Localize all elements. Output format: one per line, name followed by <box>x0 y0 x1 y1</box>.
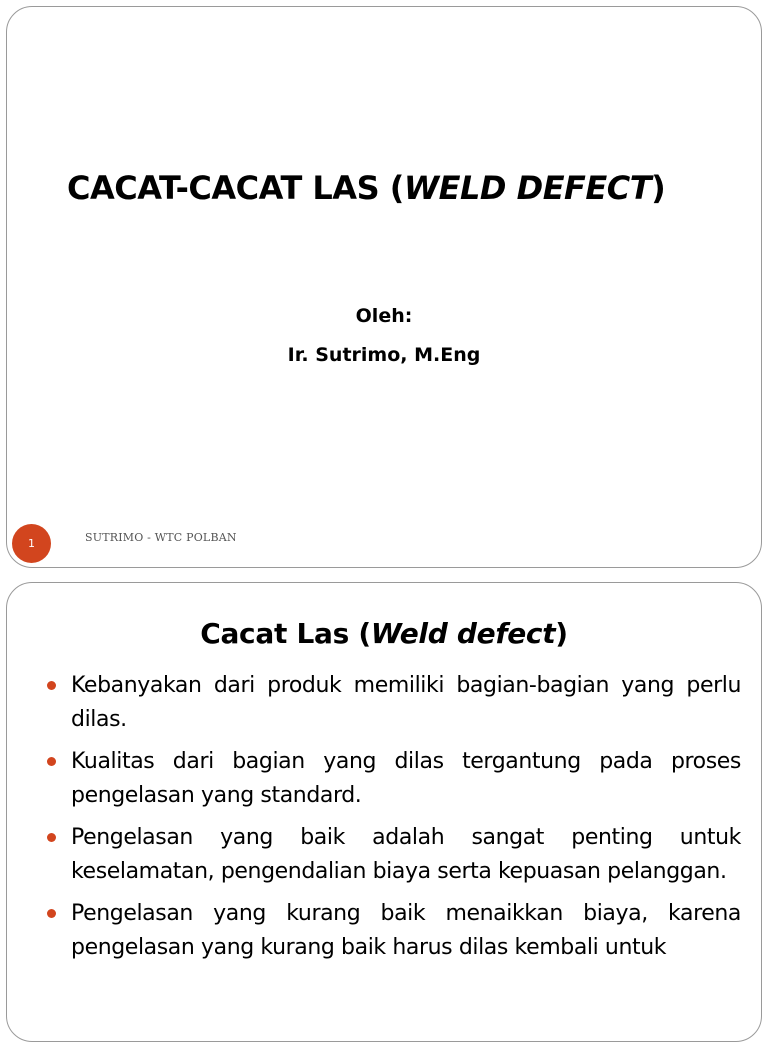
slide-number-badge: 1 <box>12 524 51 563</box>
bullet-dot-icon <box>47 681 56 690</box>
bullet-dot-icon <box>47 833 56 842</box>
bullet-dot-icon <box>47 909 56 918</box>
bullet-text: Pengelasan yang baik adalah sangat penting untuk keselamatan, pengendalian biaya serta kepuasan pelanggan. <box>71 825 741 884</box>
bullet-dot-icon <box>47 757 56 766</box>
bullet-item <box>45 669 741 737</box>
bullet-text: Kualitas dari bagian yang dilas tergantung pada proses pengelasan yang standard. <box>71 749 741 808</box>
slide-title <box>67 169 665 207</box>
title-prefix: Cacat Las ( <box>200 617 371 650</box>
bullet-text: Pengelasan yang kurang baik menaikkan biaya, karena pengelasan yang kurang baik harus dilas kembali untuk <box>71 901 741 960</box>
author-name: Ir. Sutrimo, M.Eng <box>287 344 481 366</box>
slide-2 <box>6 582 762 1042</box>
bullet-list <box>45 669 741 973</box>
title-suffix: ) <box>555 617 568 650</box>
slide-footer: SUTRIMO - WTC POLBAN <box>85 531 237 544</box>
bullet-item <box>45 745 741 813</box>
title-italic: WELD DEFECT <box>403 169 652 207</box>
bullet-item <box>45 821 741 889</box>
title-prefix: CACAT-CACAT LAS ( <box>67 169 404 207</box>
bullet-text: Kebanyakan dari produk memiliki bagian-bagian yang perlu dilas. <box>71 673 741 732</box>
author-label: Oleh: <box>355 305 413 327</box>
title-suffix: ) <box>651 169 666 207</box>
title-italic: Weld defect <box>370 617 556 650</box>
slide-1 <box>6 6 762 568</box>
slide-title <box>7 617 761 650</box>
bullet-item <box>45 897 741 965</box>
